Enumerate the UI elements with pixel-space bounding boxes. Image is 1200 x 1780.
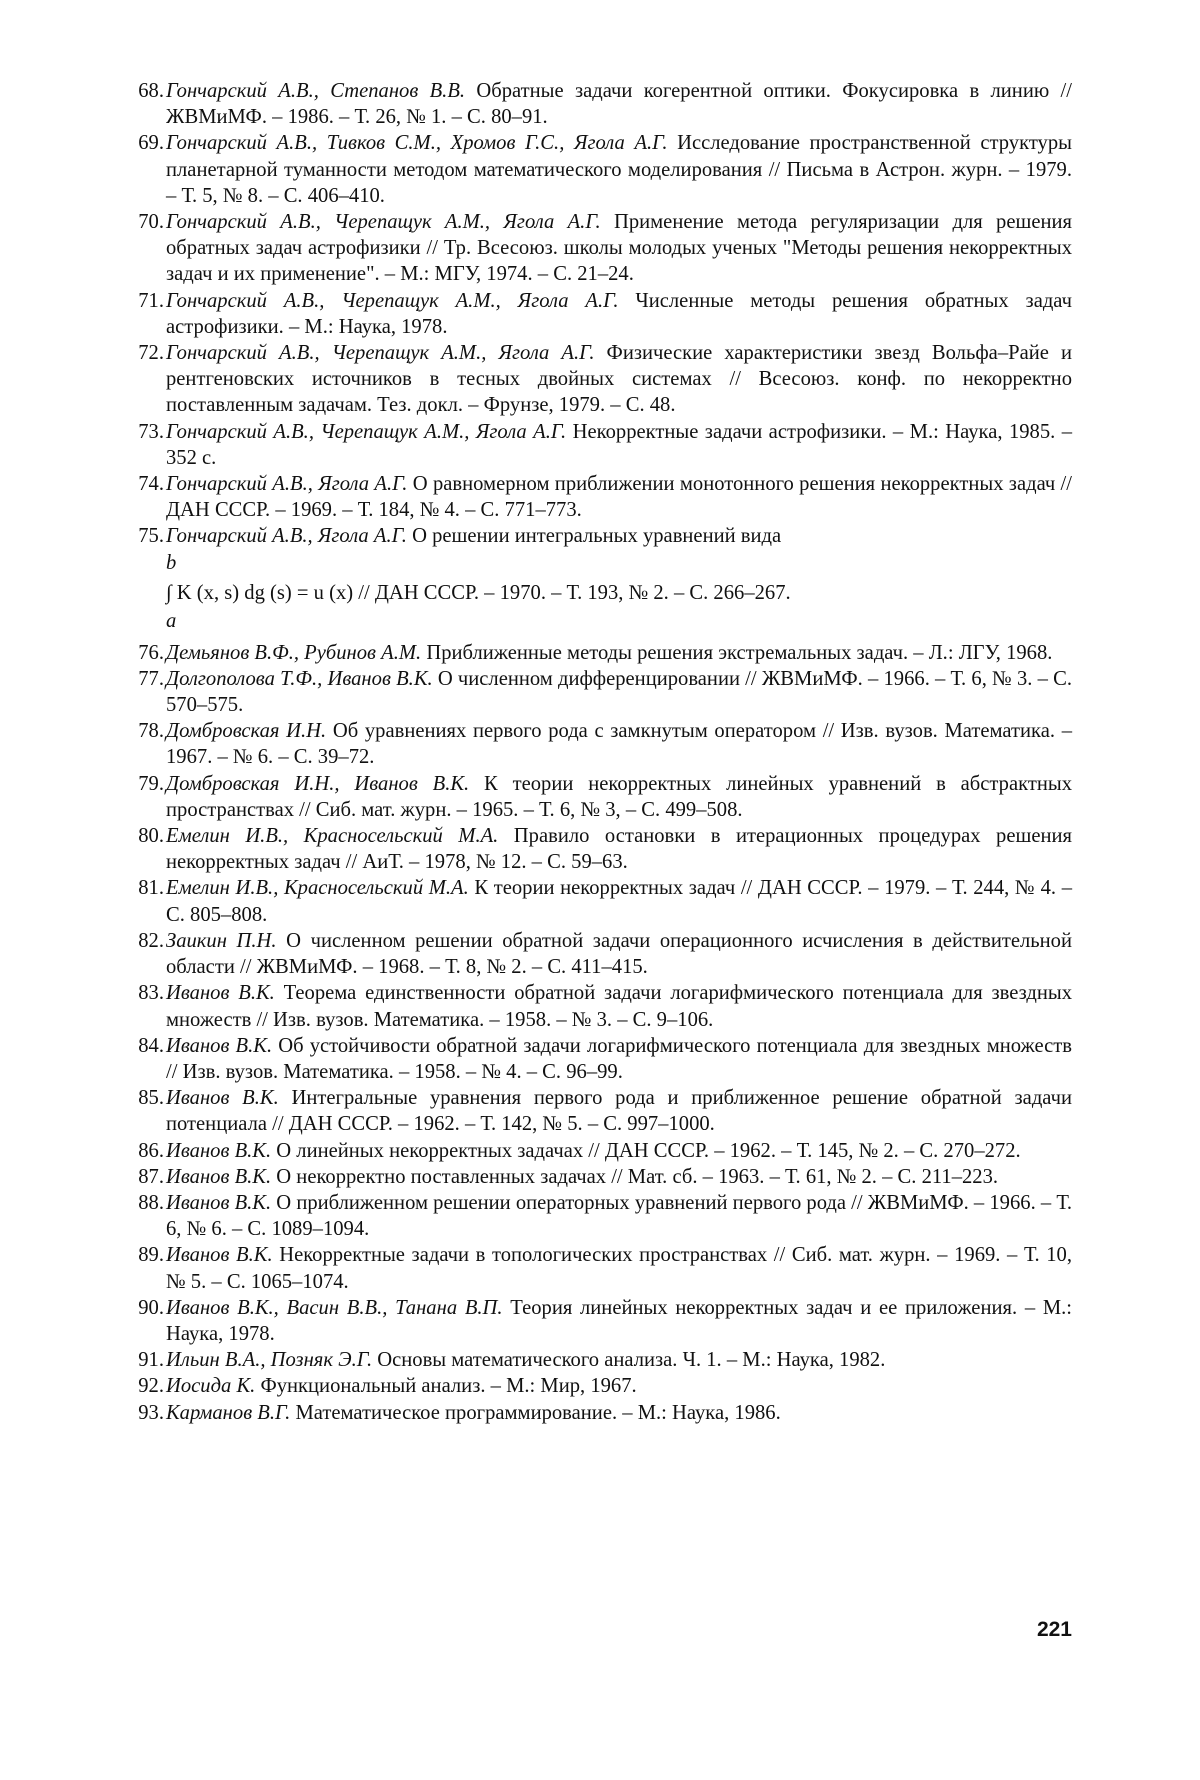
- reference-number: 81.: [138, 877, 164, 900]
- reference-number: 72.: [138, 342, 164, 365]
- reference-item: [138, 928, 1072, 980]
- reference-text: Приближенные методы решения экстремальных задач. – Л.: ЛГУ, 1968.: [421, 641, 1053, 664]
- reference-number: 84.: [138, 1034, 164, 1057]
- reference-authors: Гончарский А.В., Ягола А.Г.: [166, 473, 408, 496]
- reference-item: [138, 130, 1072, 209]
- reference-item: [138, 340, 1072, 419]
- reference-authors: Домбровская И.Н.: [166, 720, 327, 743]
- reference-text: Некорректные задачи в топологических пространствах // Сиб. мат. журн. – 1969. – Т. 10, № 5. – С. 1065–1074.: [166, 1244, 1072, 1293]
- page-number: 221: [1036, 1618, 1072, 1641]
- reference-authors: Демьянов В.Ф., Рубинов А.М.: [166, 641, 422, 664]
- reference-authors: Иванов В.К.: [166, 1165, 272, 1188]
- reference-authors: Гончарский А.В., Черепащук А.М., Ягола А.Г.: [166, 211, 601, 234]
- reference-item: [138, 640, 1072, 666]
- reference-authors: Иванов В.К.: [166, 1034, 273, 1057]
- reference-text: О решении интегральных уравнений вида: [406, 525, 782, 548]
- reference-number: 93.: [138, 1401, 164, 1424]
- reference-authors: Гончарский А.В., Черепащук А.М., Ягола А.Г.: [166, 342, 595, 365]
- reference-number: 90.: [138, 1296, 164, 1319]
- reference-item: [138, 666, 1072, 718]
- reference-authors: Гончарский А.В., Тивков С.М., Хромов Г.С., Ягола А.Г.: [166, 132, 668, 155]
- reference-authors: Иванов В.К.: [166, 1244, 273, 1267]
- reference-item: [138, 718, 1072, 770]
- reference-text: О численном дифференцировании // ЖВМиМФ. – 1966. – Т. 6, № 3. – С. 570–575.: [166, 667, 1072, 717]
- reference-text: Математическое программирование. – М.: Наука, 1986.: [290, 1401, 781, 1424]
- reference-text: О приближенном решении операторных уравнений первого рода // ЖВМиМФ. – 1966. – Т. 6, № 6. – С. 1089–1094.: [166, 1191, 1073, 1241]
- reference-item: [138, 1190, 1073, 1242]
- reference-number: 78.: [138, 720, 164, 743]
- reference-number: 71.: [138, 289, 164, 312]
- reference-text: Теорема единственности обратной задачи логарифмического потенциала для звездных множеств // Изв. вузов. Математика. – 1958. – № 3. – С. 9–106.: [166, 982, 1073, 1031]
- reference-authors: Емелин И.В., Красносельский М.А.: [166, 877, 469, 900]
- reference-authors: Иосида К.: [166, 1375, 256, 1398]
- reference-text: Функциональный анализ. – М.: Мир, 1967.: [255, 1375, 637, 1398]
- reference-text: О равномерном приближении монотонного решения некорректных задач // ДАН СССР. – 1969. – Т. 184, № 4. – С. 771–773.: [166, 473, 1073, 522]
- reference-text: Об уравнениях первого рода с замкнутым оператором // Изв. вузов. Математика. – 1967. – № 6. – С. 39–72.: [166, 720, 1072, 769]
- reference-number: 69.: [138, 132, 164, 155]
- reference-text: К теории некорректных линейных уравнений в абстрактных пространствах // Сиб. мат. журн. – 1965. – Т. 6, № 3, – С. 499–508.: [166, 772, 1072, 821]
- reference-number: 75.: [138, 525, 164, 548]
- reference-number: 83.: [138, 982, 164, 1005]
- reference-item: [138, 1400, 1072, 1426]
- reference-text: О некорректно поставленных задачах // Мат. сб. – 1963. – Т. 61, № 2. – С. 211–223.: [271, 1165, 999, 1188]
- reference-text: Применение метода регуляризации для решения обратных задач астрофизики // Тр. Всесоюз. школы молодых ученых "Методы решения некорректных задач и их применение". – М.: МГУ, 1974. – С. 21–24.: [166, 211, 1072, 286]
- reference-text: Исследование пространственной структуры планетарной туманности методом математического моделирования // Письма в Астрон. журн. – 1979. – Т. 5, № 8. – С. 406–410.: [166, 132, 1072, 207]
- reference-number: 92.: [138, 1375, 164, 1398]
- reference-item: [138, 523, 1072, 639]
- reference-number: 88.: [138, 1191, 164, 1214]
- integral-formula: [166, 550, 1072, 640]
- integral-lower-limit: a: [166, 609, 177, 632]
- reference-number: 68.: [138, 80, 164, 102]
- reference-authors: Ильин В.А., Позняк Э.Г.: [166, 1349, 373, 1372]
- reference-text: Обратные задачи когерентной оптики. Фокусировка в линию // ЖВМиМФ. – 1986. – Т. 26, № 1. – С. 80–91.: [166, 80, 1072, 129]
- reference-item: [138, 1138, 1072, 1164]
- reference-item: [138, 419, 1073, 471]
- reference-text: Численные методы решения обратных задач астрофизики. – М.: Наука, 1978.: [166, 289, 1072, 338]
- reference-text: К теории некорректных задач // ДАН СССР. – 1979. – Т. 244, № 4. – С. 805–808.: [166, 877, 1072, 926]
- reference-number: 79.: [138, 772, 164, 795]
- reference-item: [138, 471, 1073, 523]
- reference-item: [138, 771, 1072, 823]
- reference-number: 73.: [138, 420, 164, 443]
- reference-authors: Иванов В.К., Васин В.В., Танана В.П.: [166, 1296, 503, 1319]
- reference-text: Об устойчивости обратной задачи логарифмического потенциала для звездных множеств // Изв. вузов. Математика. – 1958. – № 4. – С. 96–99.: [166, 1034, 1072, 1083]
- reference-number: 91.: [138, 1349, 164, 1372]
- integral-upper-limit: b: [166, 551, 177, 574]
- reference-authors: Иванов В.К.: [166, 1191, 272, 1214]
- reference-text: О численном решении обратной задачи операционного исчисления в действительной области // ЖВМиМФ. – 1968. – Т. 8, № 2. – С. 411–415.: [166, 929, 1072, 979]
- reference-number: 82.: [138, 929, 164, 952]
- reference-item: [138, 1347, 1072, 1373]
- reference-item: [138, 980, 1073, 1032]
- reference-text: О линейных некорректных задачах // ДАН СССР. – 1962. – Т. 145, № 2. – С. 270–272.: [271, 1139, 1021, 1162]
- reference-number: 74.: [138, 473, 164, 496]
- reference-authors: Гончарский А.В., Ягола А.Г.: [166, 525, 407, 548]
- reference-number: 85.: [138, 1087, 164, 1110]
- reference-list: [138, 78, 1073, 1426]
- reference-number: 80.: [138, 825, 164, 848]
- reference-text: Интегральные уравнения первого рода и приближенное решение обратной задачи потенциала // ДАН СССР. – 1962. – Т. 142, № 5. – С. 997–1000.: [166, 1087, 1072, 1136]
- reference-number: 76.: [138, 641, 164, 664]
- reference-text: Некорректные задачи астрофизики. – М.: Наука, 1985. – 352 с.: [166, 420, 1073, 469]
- reference-item: [138, 1295, 1072, 1347]
- reference-item: [138, 1085, 1072, 1137]
- reference-item: [138, 875, 1072, 927]
- reference-authors: Гончарский А.В., Черепащук А.М., Ягола А.Г.: [166, 289, 619, 312]
- reference-item: [138, 1373, 1072, 1399]
- reference-number: 87.: [138, 1165, 164, 1188]
- reference-authors: Емелин И.В., Красносельский М.А.: [166, 825, 499, 848]
- reference-number: 89.: [138, 1244, 164, 1267]
- reference-number: 70.: [138, 211, 164, 234]
- reference-text: Основы математического анализа. Ч. 1. – М.: Наука, 1982.: [372, 1349, 886, 1372]
- reference-authors: Заикин П.Н.: [166, 929, 277, 952]
- reference-authors: Карманов В.Г.: [166, 1401, 291, 1424]
- reference-item: [138, 823, 1072, 875]
- reference-authors: Иванов В.К.: [166, 982, 275, 1005]
- reference-number: 77.: [138, 667, 164, 690]
- integral-expression: ∫ K (x, s) dg (s) = u (x) // ДАН СССР. – 1970. – Т. 193, № 2. – С. 266–267.: [166, 581, 791, 604]
- reference-item: [138, 78, 1072, 130]
- reference-item: [138, 1164, 1072, 1190]
- reference-authors: Домбровская И.Н., Иванов В.К.: [166, 772, 470, 795]
- reference-authors: Гончарский А.В., Черепащук А.М., Ягола А.Г.: [166, 420, 567, 443]
- reference-authors: Иванов В.К.: [166, 1087, 279, 1110]
- reference-text: Теория линейных некорректных задач и ее приложения. – М.: Наука, 1978.: [166, 1296, 1072, 1345]
- reference-text: Физические характеристики звезд Вольфа–Райе и рентгеновских источников в тесных двойных системах // Всесоюз. конф. по некорректно поставленным задачам. Тез. докл. – Фрунзе, 1979. – С. 48.: [166, 342, 1072, 417]
- bibliography-page: [138, 78, 1073, 1426]
- reference-authors: Долгополова Т.Ф., Иванов В.К.: [166, 667, 433, 690]
- reference-text: Правило остановки в итерационных процедурах решения некорректных задач // АиТ. – 1978, № 12. – С. 59–63.: [166, 825, 1072, 874]
- reference-item: [138, 1242, 1072, 1294]
- reference-item: [138, 1033, 1072, 1085]
- reference-authors: Иванов В.К.: [166, 1139, 272, 1162]
- reference-number: 86.: [138, 1139, 164, 1162]
- reference-authors: Гончарский А.В., Степанов В.В.: [166, 80, 466, 102]
- reference-item: [138, 209, 1072, 288]
- reference-item: [138, 288, 1072, 340]
